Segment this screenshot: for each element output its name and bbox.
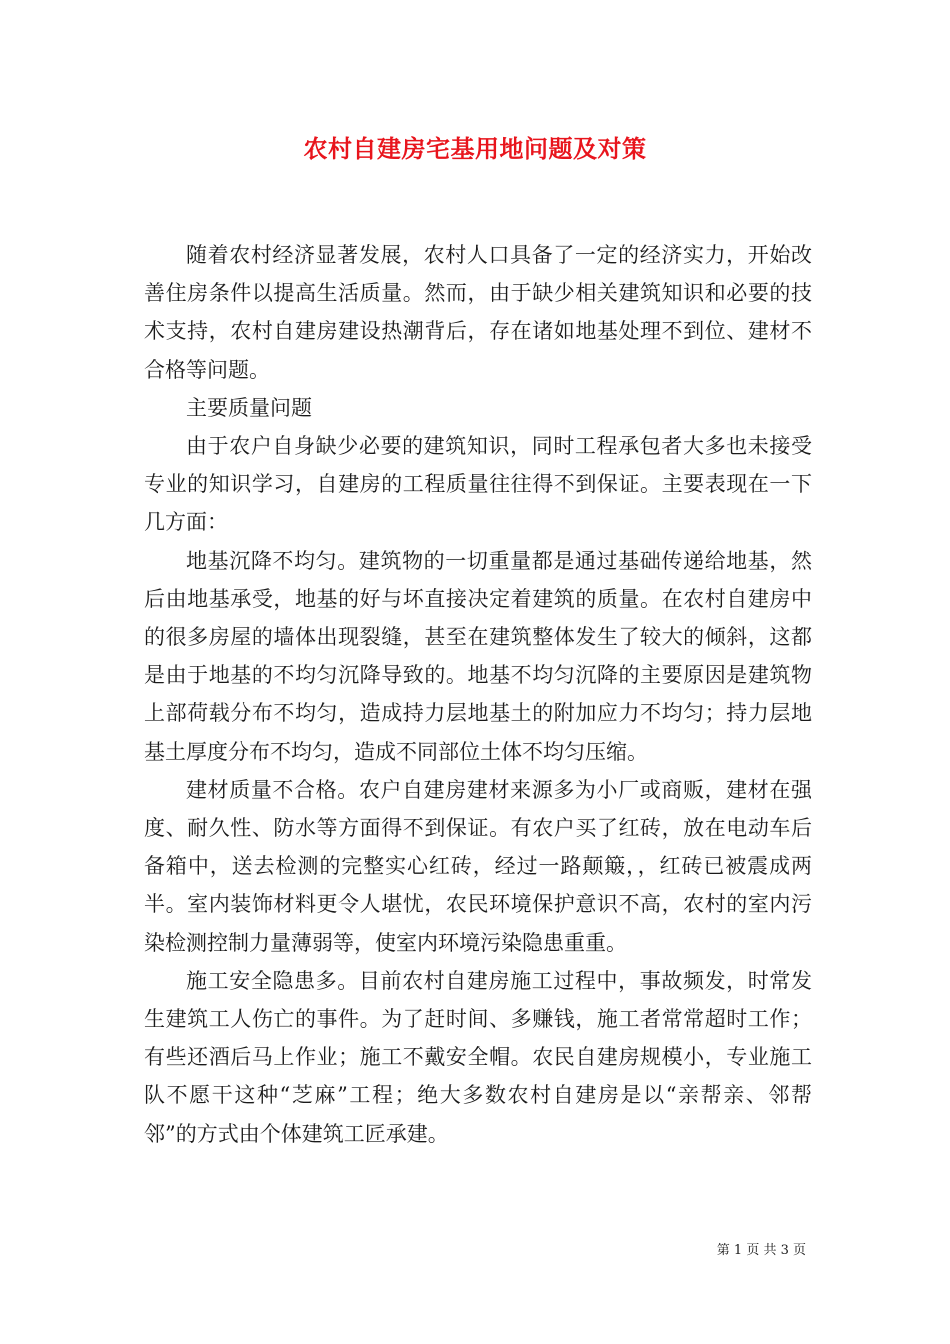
document-title: 农村自建房宅基用地问题及对策	[303, 134, 647, 163]
document-body	[144, 236, 812, 1153]
paragraph-intro: 随着农村经济显著发展，农村人口具备了一定的经济实力，开始改善住房条件以提高生活质量。然而，由于缺少相关建筑知识和必要的技术支持，农村自建房建设热潮背后，存在诸如地基处理不到位、建材不合格等问题。	[144, 243, 812, 382]
section-heading: 主要质量问题	[186, 395, 312, 420]
page-number: 第 1 页 共 3 页	[716, 1243, 806, 1258]
paragraph-safety: 施工安全隐患多。目前农村自建房施工过程中，事故频发，时常发生建筑工人伤亡的事件。为了赶时间、多赚钱，施工者常常超时工作；有些还酒后马上作业；施工不戴安全帽。农民自建房规模小，专业施工队不愿干这种“芝麻”工程；绝大多数农村自建房是以“亲帮亲、邻帮邻”的方式由个体建筑工匠承建。	[144, 968, 812, 1146]
paragraph-overview: 由于农户自身缺少必要的建筑知识，同时工程承包者大多也未接受专业的知识学习，自建房的工程质量往往得不到保证。主要表现在一下几方面：	[144, 434, 812, 535]
paragraph-foundation: 地基沉降不均匀。建筑物的一切重量都是通过基础传递给地基，然后由地基承受，地基的好与坏直接决定着建筑的质量。在农村自建房中的很多房屋的墙体出现裂缝，甚至在建筑整体发生了较大的倾斜，这都是由于地基的不均匀沉降导致的。地基不均匀沉降的主要原因是建筑物上部荷载分布不均匀，造成持力层地基土的附加应力不均匀；持力层地基土厚度分布不均匀，造成不同部位土体不均匀压缩。	[144, 548, 812, 764]
paragraph-materials: 建材质量不合格。农户自建房建材来源多为小厂或商贩，建材在强度、耐久性、防水等方面得不到保证。有农户买了红砖，放在电动车后备箱中，送去检测的完整实心红砖，经过一路颠簸，，红砖已被震成两半。室内装饰材料更令人堪忧，农民环境保护意识不高，农村的室内污染检测控制力量薄弱等，使室内环境污染隐患重重。	[144, 777, 812, 955]
